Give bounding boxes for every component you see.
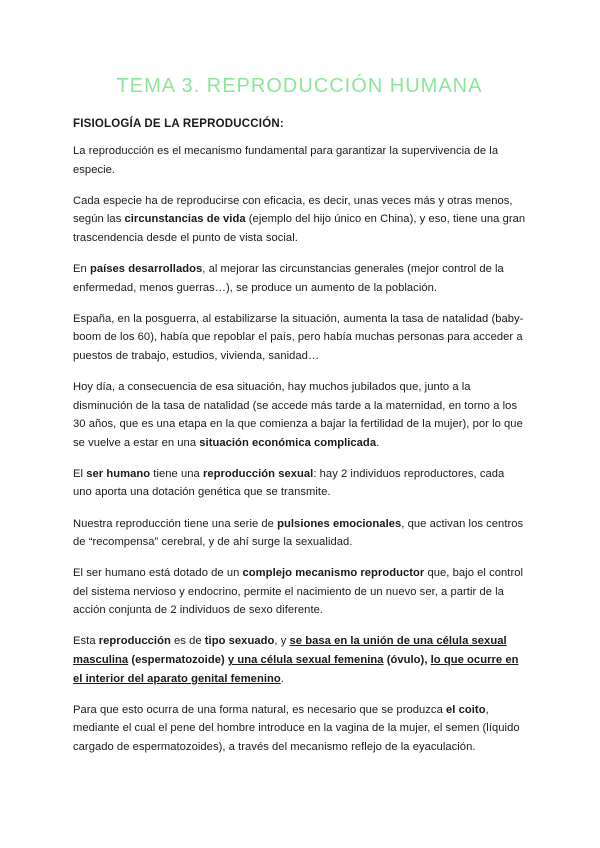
text-run: El ser humano está dotado de un	[73, 567, 243, 580]
text-run: es de	[170, 635, 205, 648]
text-run: Esta	[73, 635, 99, 648]
paragraph-5	[73, 378, 526, 452]
text-run: Para que esto ocurra de una forma natural, es necesario que se produzca	[73, 703, 447, 716]
text-run: Cada especie ha de reproducirse con eficacia, es decir, unas veces más y otras menos, según las	[73, 194, 513, 226]
underlined-term: lo que ocurre en el interior del aparato genital femenino	[73, 654, 519, 685]
text-run: , al mejorar las circunstancias generales (mejor control de la enfermedad, menos guerras…), se produce un aumento de la población.	[73, 262, 504, 294]
paragraph-9	[73, 632, 526, 688]
text-run: Hoy día, a consecuencia de esa situación, hay muchos jubilados que, junto a la disminución de la tasa de natalidad (se accede más tarde a la maternidad, en torno a los 30 años, que es una etapa en la que comienza a bajar la fertilidad de la mujer), por lo que se vuelve a estar en una	[73, 380, 523, 449]
bold-term: pulsiones emocionales	[277, 517, 402, 530]
paragraph-4: España, en la posguerra, al estabilizarse la situación, aumenta la tasa de natalidad (baby-boom de los 60), había que repoblar el país, pero había muchas personas para acceder a puestos de trabajo, estudios, vivienda, sanidad…	[73, 312, 524, 362]
text-run: En	[73, 262, 90, 275]
text-run: que, bajo el control del sistema nervioso y endocrino, permite el nacimiento de un nuevo ser, a partir de la acción conjunta de 2 individuos de sexo diferente.	[73, 567, 524, 617]
bold-term: países desarrollados	[89, 262, 203, 275]
bold-term: situación económica complicada	[199, 436, 377, 449]
paragraph-6	[73, 465, 526, 502]
bold-term: ser humano	[86, 467, 151, 480]
paragraph-1: La reproducción es el mecanismo fundamental para garantizar la supervivencia de la especie.	[73, 145, 499, 176]
paragraph-8	[73, 564, 526, 620]
bold-term: tipo sexuado	[204, 635, 275, 648]
text-run: tiene una	[150, 467, 203, 480]
bold-term: (óvulo),	[383, 654, 431, 667]
underlined-term: y una célula sexual femenina	[227, 654, 384, 667]
bold-term: complejo mecanismo reproductor	[242, 567, 425, 580]
text-run: Nuestra reproducción tiene una serie de	[73, 517, 278, 530]
text-run: (ejemplo del hijo único en China), y eso, tiene una gran trascendencia desde el punto de vista social.	[73, 213, 526, 244]
text-run: El	[73, 467, 87, 480]
bold-term: circunstancias de vida	[124, 213, 246, 226]
paragraph-7	[73, 515, 526, 552]
paragraph-2	[73, 192, 526, 248]
bold-term: reproducción	[98, 635, 171, 648]
paragraph-3	[73, 260, 526, 297]
document-title: TEMA 3. REPRODUCCIÓN HUMANA	[116, 75, 483, 97]
text-run: , y	[274, 635, 290, 648]
text-run: .	[280, 672, 284, 685]
text-run: : hay 2 individuos reproductores, cada uno aporta una dotación genética que se transmite.	[73, 467, 505, 499]
text-run: .	[376, 436, 380, 449]
text-run: , que activan los centros de “recompensa” cerebral, y de ahí surge la sexualidad.	[73, 517, 524, 549]
bold-term: (espermatozoide)	[128, 654, 228, 667]
text-run: , mediante el cual el pene del hombre introduce en la vagina de la mujer, el semen (líquido cargado de espermatozoides), a través del mecanismo reflejo de la eyaculación.	[73, 703, 520, 753]
bold-term: reproducción sexual	[202, 467, 314, 480]
underlined-term: se basa en la unión de una célula sexual masculina	[73, 635, 507, 667]
section-heading: FISIOLOGÍA DE LA REPRODUCCIÓN:	[73, 118, 284, 130]
bold-term: el coito	[446, 703, 486, 716]
paragraph-10	[73, 701, 526, 757]
